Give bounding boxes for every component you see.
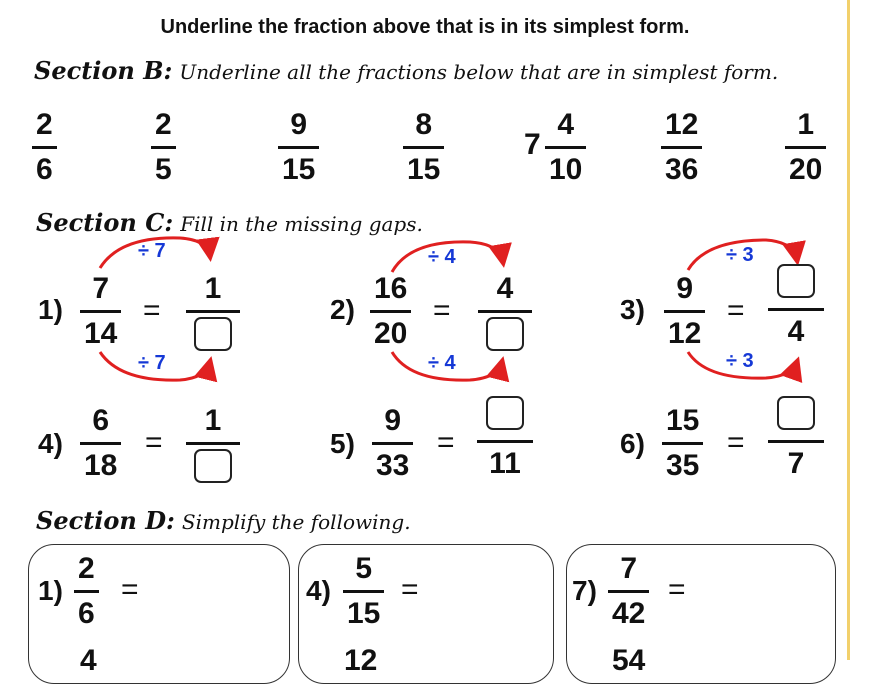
- section-d-heading: [36, 506, 411, 535]
- answer-box[interactable]: [773, 264, 819, 304]
- section-d-title: Section D:: [36, 506, 175, 535]
- section-d-instruction: Simplify the following.: [181, 510, 411, 534]
- given-fraction: [80, 272, 121, 351]
- denominator: 35: [666, 449, 700, 482]
- denominator: 14: [84, 317, 118, 350]
- numerator: 9: [676, 272, 694, 305]
- numerator: 8: [415, 108, 433, 141]
- denominator: 11: [489, 447, 521, 480]
- fraction-bar: [278, 146, 319, 149]
- given-fraction: [370, 272, 411, 351]
- fraction-bar: [80, 442, 121, 445]
- answer-box[interactable]: [190, 317, 236, 351]
- fraction-bar: [608, 590, 649, 593]
- given-fraction: [372, 404, 413, 483]
- denominator: 15: [282, 153, 316, 186]
- numerator: 4: [557, 108, 575, 141]
- section-b-instruction: Underline all the fractions below that are in simplest form.: [179, 60, 779, 84]
- fraction-bar: [403, 146, 444, 149]
- denominator: 15: [407, 153, 441, 186]
- fraction-bar: [343, 590, 384, 593]
- fraction-bar: [32, 146, 57, 149]
- given-fraction: [343, 552, 384, 631]
- equals-sign: =: [145, 426, 163, 459]
- fraction-bar: [372, 442, 413, 445]
- problem-label: 4): [306, 575, 331, 606]
- answer-fraction: [768, 396, 824, 481]
- numerator: 2: [36, 108, 53, 141]
- section-b-fraction[interactable]: [32, 108, 57, 187]
- answer-box[interactable]: [190, 449, 236, 483]
- top-instruction: Underline the fraction above that is in its simplest form.: [160, 16, 690, 38]
- answer-box[interactable]: [482, 317, 528, 351]
- numerator: 2: [155, 108, 172, 141]
- fraction-bar: [80, 310, 121, 313]
- operation-label: ÷ 7: [138, 352, 166, 374]
- fraction-bar: [661, 146, 702, 149]
- operation-label: ÷ 4: [428, 352, 456, 374]
- equals-sign: =: [121, 573, 139, 606]
- page-edge: [847, 0, 850, 660]
- denominator: 42: [612, 597, 646, 630]
- section-b-title: Section B:: [34, 56, 173, 85]
- numerator: 2: [78, 552, 95, 585]
- fraction-bar: [186, 310, 240, 313]
- fraction-bar: [785, 146, 826, 149]
- answer-fraction: [477, 396, 533, 481]
- equals-sign: =: [727, 426, 745, 459]
- fraction-bar: [74, 590, 99, 593]
- partial-numerator: 12: [344, 644, 378, 677]
- given-fraction: [74, 552, 99, 631]
- mixed-number-whole: 7: [524, 128, 541, 161]
- numerator: 1: [797, 108, 815, 141]
- numerator: 6: [92, 404, 110, 437]
- section-b-fraction[interactable]: [661, 108, 702, 187]
- section-c-title: Section C:: [36, 208, 174, 237]
- problem-label: 4): [38, 428, 63, 459]
- given-fraction: [80, 404, 121, 483]
- given-fraction: [608, 552, 649, 631]
- equals-sign: =: [727, 294, 745, 327]
- answer-box[interactable]: [773, 396, 819, 436]
- denominator: 20: [374, 317, 408, 350]
- section-c-instruction: Fill in the missing gaps.: [180, 212, 423, 236]
- answer-fraction: [478, 272, 532, 351]
- partial-numerator: 54: [612, 644, 646, 677]
- problem-label: 2): [330, 294, 355, 325]
- numerator: 9: [384, 404, 402, 437]
- answer-fraction: [768, 264, 824, 349]
- denominator: 15: [347, 597, 381, 630]
- section-b-heading: [34, 56, 778, 85]
- denominator: 5: [155, 153, 172, 186]
- given-fraction: [662, 404, 703, 483]
- problem-label: 7): [572, 575, 597, 606]
- denominator: 12: [668, 317, 702, 350]
- operation-label: ÷ 3: [726, 350, 754, 372]
- partial-numerator: 4: [80, 644, 97, 677]
- fraction-bar: [370, 310, 411, 313]
- numerator: 12: [665, 108, 699, 141]
- answer-card: [28, 544, 290, 684]
- problem-label: 6): [620, 428, 645, 459]
- section-b-fraction[interactable]: [403, 108, 444, 187]
- fraction-bar: [545, 146, 586, 149]
- problem-label: 5): [330, 428, 355, 459]
- numerator: 9: [290, 108, 308, 141]
- fraction-bar: [478, 310, 532, 313]
- answer-card: [298, 544, 554, 684]
- section-c-heading: [36, 208, 423, 237]
- operation-label: ÷ 3: [726, 244, 754, 266]
- numerator: 1: [204, 404, 222, 437]
- given-fraction: [664, 272, 705, 351]
- equals-sign: =: [668, 573, 686, 606]
- fraction-bar: [477, 440, 533, 443]
- fraction-bar: [768, 308, 824, 311]
- denominator: 10: [549, 153, 583, 186]
- section-b-fraction[interactable]: [278, 108, 319, 187]
- fraction-bar: [662, 442, 703, 445]
- denominator: 7: [787, 447, 805, 480]
- answer-fraction: [186, 272, 240, 351]
- fraction-bar: [768, 440, 824, 443]
- equals-sign: =: [143, 294, 161, 327]
- numerator: 1: [204, 272, 222, 305]
- denominator: 4: [787, 315, 805, 348]
- denominator: 20: [789, 153, 823, 186]
- operation-label: ÷ 4: [428, 246, 456, 268]
- operation-label: ÷ 7: [138, 240, 166, 262]
- numerator: 7: [92, 272, 110, 305]
- problem-label: 1): [38, 294, 63, 325]
- answer-card: [566, 544, 836, 684]
- problem-label: 1): [38, 575, 63, 606]
- numerator: 16: [374, 272, 408, 305]
- equals-sign: =: [401, 573, 419, 606]
- fraction-bar: [664, 310, 705, 313]
- section-b-fraction[interactable]: [545, 108, 586, 187]
- fraction-bar: [186, 442, 240, 445]
- problem-label: 3): [620, 294, 645, 325]
- numerator: 5: [355, 552, 373, 585]
- numerator: 4: [496, 272, 514, 305]
- denominator: 36: [665, 153, 699, 186]
- section-b-fraction[interactable]: [151, 108, 176, 187]
- fraction-bar: [151, 146, 176, 149]
- section-b-fraction[interactable]: [785, 108, 826, 187]
- denominator: 6: [36, 153, 53, 186]
- denominator: 18: [84, 449, 118, 482]
- equals-sign: =: [437, 426, 455, 459]
- denominator: 6: [78, 597, 95, 630]
- equals-sign: =: [433, 294, 451, 327]
- numerator: 15: [666, 404, 700, 437]
- numerator: 7: [620, 552, 638, 585]
- answer-fraction: [186, 404, 240, 483]
- answer-box[interactable]: [482, 396, 528, 436]
- denominator: 33: [376, 449, 410, 482]
